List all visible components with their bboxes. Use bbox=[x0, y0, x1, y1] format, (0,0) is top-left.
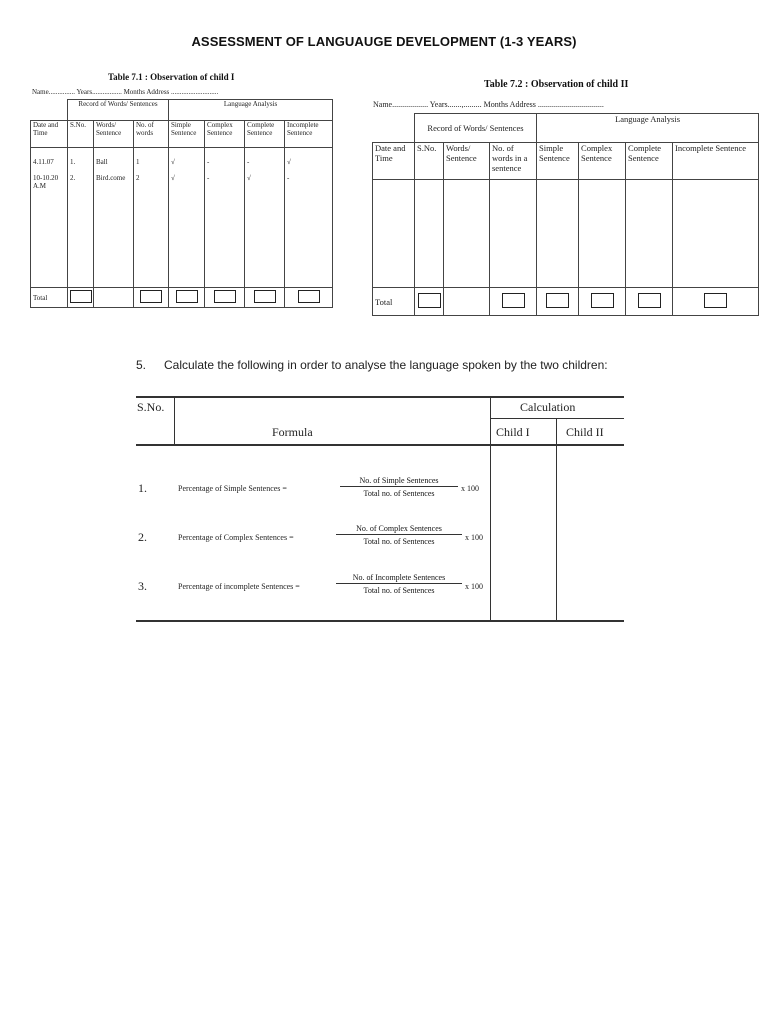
formula-label: Percentage of Complex Sentences = bbox=[178, 533, 294, 542]
question-instruction: Calculate the following in order to analyse the language spoken by the two children: bbox=[164, 358, 608, 372]
column-header: No. of words in a sentence bbox=[490, 143, 537, 180]
total-label: Total bbox=[31, 288, 68, 308]
column-header: Complete Sentence bbox=[626, 143, 673, 180]
formula-denominator: Total no. of Sentences bbox=[363, 586, 435, 595]
table-cell: - bbox=[247, 158, 250, 166]
table-cell: √ bbox=[171, 158, 175, 166]
table-top-rule bbox=[136, 396, 624, 398]
table-cell: √ bbox=[247, 174, 251, 182]
total-box bbox=[140, 290, 162, 303]
table-caption: Table 7.2 : Observation of child II bbox=[484, 79, 629, 90]
total-box bbox=[502, 293, 525, 308]
table-cell: √ bbox=[287, 158, 291, 166]
column-header: Date and Time bbox=[373, 143, 415, 180]
table-bottom-rule bbox=[136, 620, 624, 622]
formula-fraction bbox=[336, 573, 462, 595]
column-header: Simple Sentence bbox=[537, 143, 579, 180]
total-box bbox=[70, 290, 92, 303]
table-cell: - bbox=[207, 174, 210, 182]
column-header: Complex Sentence bbox=[579, 143, 626, 180]
column-header: Complex Sentence bbox=[205, 121, 245, 148]
formula-number: 2. bbox=[138, 530, 147, 544]
column-header: S.No. bbox=[68, 121, 94, 148]
formula-multiplier: x 100 bbox=[461, 484, 479, 493]
child1-header: Child I bbox=[496, 425, 530, 439]
observation-table bbox=[30, 99, 333, 308]
total-box bbox=[418, 293, 441, 308]
total-box bbox=[298, 290, 320, 303]
total-box bbox=[176, 290, 198, 303]
total-box bbox=[254, 290, 276, 303]
table-cell: 4.11.07 bbox=[33, 158, 54, 166]
table-cell: Bird.come bbox=[96, 174, 126, 182]
formula-number: 3. bbox=[138, 579, 147, 593]
calculation-header: Calculation bbox=[520, 400, 576, 414]
column-header: Words/ Sentence bbox=[444, 143, 490, 180]
formula-multiplier: x 100 bbox=[465, 582, 483, 591]
total-box bbox=[214, 290, 236, 303]
total-box bbox=[638, 293, 661, 308]
question-number: 5. bbox=[136, 358, 147, 372]
table-cell: 2 bbox=[136, 174, 140, 182]
column-header: Complete Sentence bbox=[245, 121, 285, 148]
page-title: ASSESSMENT OF LANGUAUGE DEVELOPMENT (1-3 YEARS) bbox=[191, 34, 577, 49]
formula-label: Percentage of Simple Sentences = bbox=[178, 484, 287, 493]
table-cell: 2. bbox=[70, 174, 76, 182]
total-box bbox=[546, 293, 569, 308]
child-info-line: Name............... Years................. Months Address ........................... bbox=[32, 88, 219, 96]
total-label: Total bbox=[373, 288, 415, 316]
table-cell: √ bbox=[171, 174, 175, 182]
total-box bbox=[591, 293, 614, 308]
column-header: No. of words bbox=[134, 121, 169, 148]
observation-table bbox=[372, 113, 759, 316]
formula-denominator: Total no. of Sentences bbox=[363, 489, 435, 498]
formula-fraction bbox=[336, 524, 462, 546]
column-header: Simple Sentence bbox=[169, 121, 205, 148]
table-cell: - bbox=[287, 174, 290, 182]
analysis-header: Language Analysis bbox=[537, 114, 759, 143]
table-caption: Table 7.1 : Observation of child I bbox=[108, 72, 235, 82]
column-header: Date and Time bbox=[31, 121, 68, 148]
analysis-header: Language Analysis bbox=[169, 100, 333, 121]
column-rule bbox=[490, 396, 491, 621]
table-cell: 1. bbox=[70, 158, 76, 166]
formula-label: Percentage of incomplete Sentences = bbox=[178, 582, 300, 591]
column-header: Incomplete Sentence bbox=[285, 121, 333, 148]
header-bottom-rule bbox=[136, 444, 624, 446]
formula-numerator: No. of Complex Sentences bbox=[336, 524, 462, 535]
formula-numerator: No. of Simple Sentences bbox=[340, 476, 458, 487]
table-cell: Ball bbox=[96, 158, 108, 166]
formula-header: Formula bbox=[272, 425, 313, 439]
child2-header: Child II bbox=[566, 425, 604, 439]
formula-denominator: Total no. of Sentences bbox=[363, 537, 435, 546]
column-header: Words/ Sentence bbox=[94, 121, 134, 148]
total-box bbox=[704, 293, 727, 308]
calculation-header-rule bbox=[490, 418, 624, 419]
sno-header: S.No. bbox=[137, 400, 165, 414]
record-header: Record of Words/ Sentences bbox=[415, 114, 537, 143]
formula-number: 1. bbox=[138, 481, 147, 495]
column-header: S.No. bbox=[415, 143, 444, 180]
table-cell: - bbox=[207, 158, 210, 166]
column-rule bbox=[174, 396, 175, 446]
table-cell: 10-10.20 A.M bbox=[33, 174, 59, 190]
formula-fraction bbox=[340, 476, 458, 498]
record-header: Record of Words/ Sentences bbox=[68, 100, 169, 121]
child-info-line: Name.................. Years.......,......... Months Address ................................. bbox=[373, 100, 604, 109]
column-rule bbox=[556, 418, 557, 621]
table-cell: 1 bbox=[136, 158, 140, 166]
formula-multiplier: x 100 bbox=[465, 533, 483, 542]
column-header: Incomplete Sentence bbox=[673, 143, 759, 180]
formula-numerator: No. of Incomplete Sentences bbox=[336, 573, 462, 584]
